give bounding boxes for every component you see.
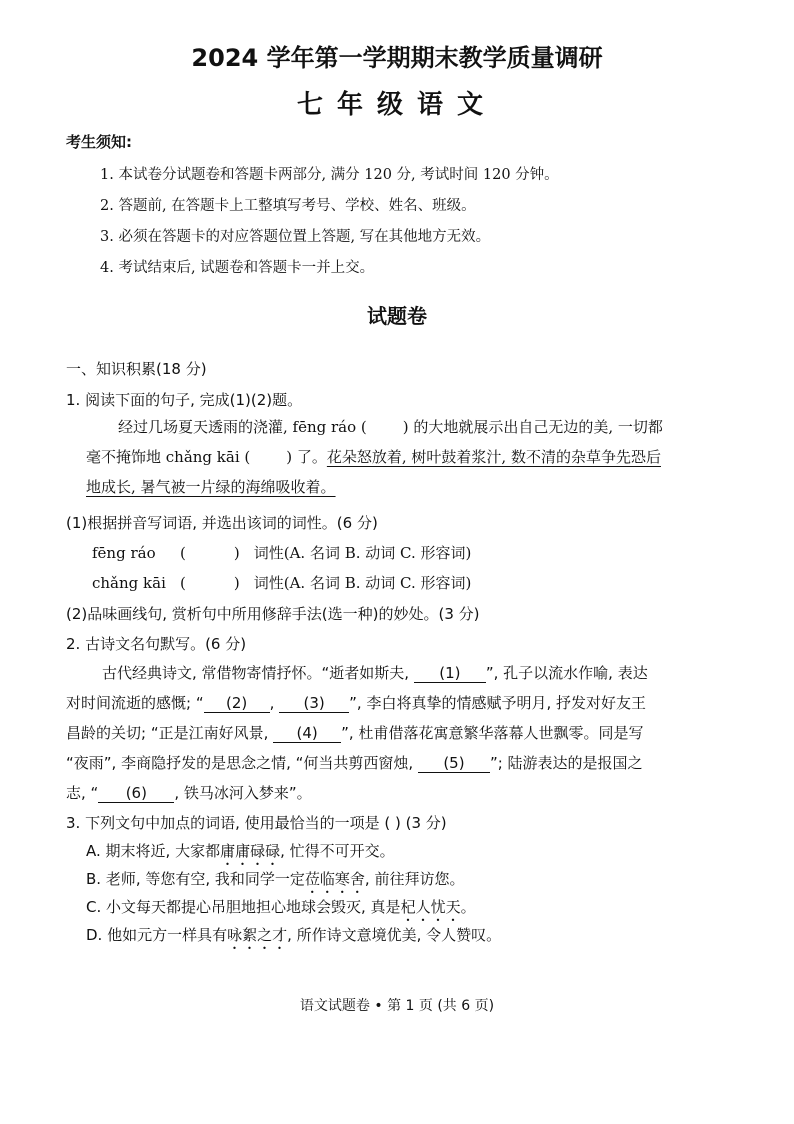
q2-line [102, 662, 648, 683]
q2-text: 志, “ [66, 784, 99, 802]
section-title: 试题卷 [367, 304, 427, 328]
notice-item: 3. 必须在答题卡的对应答题位置上答题, 写在其他地方无效。 [100, 229, 491, 245]
q2-text: 昌龄的关切; “正是江南好风景, [66, 724, 269, 742]
q1-stem: 1. 阅读下面的句子, 完成(1)(2)题。 [66, 391, 303, 409]
q1-passage-text: 毫不掩饰地 chǎng kāi ( [86, 448, 251, 466]
q2-text: , [269, 694, 275, 712]
q1-sub2: (2)品味画线句, 赏析句中所用修辞手法(选一种)的妙处。(3 分) [66, 605, 480, 623]
fill-blank-2[interactable]: (2) [204, 694, 270, 713]
q1-passage-text: 经过几场夏天透雨的浇灌, fēng ráo ( [118, 418, 367, 436]
pinyin-row [92, 542, 471, 563]
exam-title: 2024 学年第一学期期末教学质量调研 [191, 44, 603, 72]
q2-line [66, 722, 643, 743]
q1-passage-text: ) 了。 [286, 448, 327, 466]
dotted-word: 咏絮之才 [227, 926, 288, 944]
fill-blank-1[interactable]: (1) [414, 664, 486, 683]
q3-option-d[interactable] [86, 924, 501, 953]
q2-line [66, 752, 643, 773]
q3-stem: 3. 下列文句中加点的词语, 使用最恰当的一项是 ( ) (3 分) [66, 814, 447, 832]
q2-text: 古代经典诗文, 常借物寄情抒怀。“逝者如斯夫, [102, 664, 410, 682]
q2-line [66, 782, 312, 803]
part1-heading: 一、知识积累(18 分) [66, 360, 207, 378]
q3-option-a[interactable] [86, 840, 395, 869]
dotted-word: 庸庸碌碌 [220, 842, 281, 860]
q1-sub1: (1)根据拼音写词语, 并选出该词的词性。(6 分) [66, 514, 378, 532]
q1-passage-line [86, 476, 336, 497]
option-text: 。 [460, 898, 476, 916]
notice-heading: 考生须知: [66, 133, 132, 151]
q2-text: 对时间流逝的感慨; “ [66, 694, 204, 712]
q2-text: ”, 孔子以流水作喻, 表达 [485, 664, 648, 682]
pos-label: 词性 [253, 544, 284, 562]
open-paren: ( [180, 574, 186, 592]
q2-text: ”, 杜甫借落花寓意繁华落幕人世飘零。同是写 [341, 724, 644, 742]
q1-passage-text: ) 的大地就展示出自己无边的美, 一切都 [402, 418, 663, 436]
option-text: B. 老师, 等您有空, 我和同学一定 [86, 870, 305, 888]
pos-options: (A. 名词 B. 动词 C. 形容词) [283, 544, 472, 562]
q2-text: , 铁马冰河入梦来”。 [174, 784, 312, 802]
q1-underlined-sentence: 地成长, 暑气被一片绿的海绵吸收着。 [86, 478, 336, 496]
close-paren: ) [233, 574, 240, 592]
close-paren: ) [233, 544, 240, 562]
q2-text: ”, 李白将真挚的情感赋予明月, 抒发对好友王 [349, 694, 647, 712]
pos-label: 词性 [253, 574, 284, 592]
dotted-word: 杞人忧天 [400, 898, 461, 916]
option-text: , 忙得不可开交。 [280, 842, 395, 860]
dotted-word: 莅临寒舍 [304, 870, 365, 888]
fill-blank-3[interactable]: (3) [279, 694, 349, 713]
q1-passage-line [118, 416, 663, 437]
q2-text: “夜雨”, 李商隐抒发的是思念之情, “何当共剪西窗烛, [66, 754, 414, 772]
q2-stem: 2. 古诗文名句默写。(6 分) [66, 635, 247, 653]
q3-option-b[interactable] [86, 868, 464, 897]
notice-item: 2. 答题前, 在答题卡上工整填写考号、学校、姓名、班级。 [100, 198, 476, 214]
option-text: , 前往拜访您。 [364, 870, 465, 888]
pinyin-label: fēng ráo [92, 544, 156, 562]
option-text: A. 期末将近, 大家都 [86, 842, 221, 860]
pinyin-row [92, 572, 471, 593]
open-paren: ( [180, 544, 186, 562]
q2-line [66, 692, 646, 713]
fill-blank-6[interactable]: (6) [98, 784, 174, 803]
exam-subtitle: 七年级语文 [296, 90, 497, 120]
q3-option-c[interactable] [86, 896, 476, 925]
pinyin-label: chǎng kāi [92, 574, 166, 592]
option-text: C. 小文每天都提心吊胆地担心地球会毁灭, 真是 [86, 898, 401, 916]
option-text: , 所作诗文意境优美, 令人赞叹。 [287, 926, 502, 944]
pos-options: (A. 名词 B. 动词 C. 形容词) [283, 574, 472, 592]
q1-passage-line [86, 446, 661, 467]
q1-underlined-sentence: 花朵怒放着, 树叶鼓着浆汁, 数不清的杂草争先恐后 [326, 448, 661, 466]
page-footer: 语文试题卷 • 第 1 页 (共 6 页) [299, 998, 495, 1014]
notice-item: 1. 本试卷分试题卷和答题卡两部分, 满分 120 分, 考试时间 120 分钟。 [100, 167, 559, 183]
q2-text: ”; 陆游表达的是报国之 [489, 754, 643, 772]
fill-blank-5[interactable]: (5) [418, 754, 490, 773]
notice-item: 4. 考试结束后, 试题卷和答题卡一并上交。 [100, 260, 375, 276]
option-text: D. 他如元方一样具有 [86, 926, 228, 944]
fill-blank-4[interactable]: (4) [273, 724, 341, 743]
